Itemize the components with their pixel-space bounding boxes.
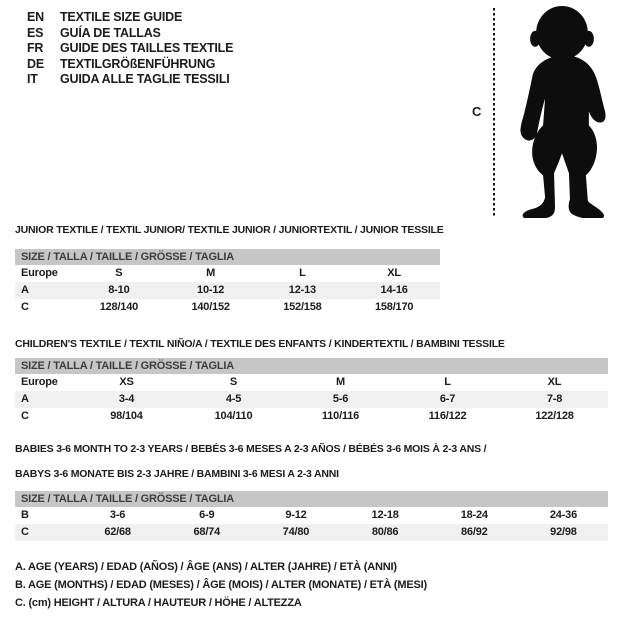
language-row-fr bbox=[27, 41, 233, 57]
height-cell: 122/128 bbox=[535, 410, 574, 422]
age-cell: 6-7 bbox=[439, 393, 456, 405]
size-cell: M bbox=[206, 267, 216, 279]
table-row-europe bbox=[15, 265, 440, 282]
height-cell: 158/170 bbox=[374, 301, 414, 313]
row-label: Europe bbox=[21, 267, 58, 279]
age-cell: 3-6 bbox=[109, 509, 126, 521]
size-cell: M bbox=[336, 376, 345, 388]
header bbox=[15, 0, 605, 218]
legend-notes bbox=[15, 558, 605, 612]
note-height-cm: C. (cm) HEIGHT / ALTURA / HAUTEUR / HÖHE / ALTEZZA bbox=[15, 597, 302, 609]
age-cell: 8-10 bbox=[108, 284, 130, 296]
age-cell: 18-24 bbox=[460, 509, 488, 521]
section-children-textile bbox=[15, 337, 605, 425]
note-age-months: B. AGE (MONTHS) / EDAD (MESES) / ÂGE (MOIS) / ALTER (MONATE) / ETÀ (MESI) bbox=[15, 579, 427, 591]
size-cell: XS bbox=[119, 376, 134, 388]
age-cell: 9-12 bbox=[285, 509, 307, 521]
size-cell: XL bbox=[387, 267, 401, 279]
language-code: DE bbox=[27, 56, 44, 71]
size-cell: S bbox=[115, 267, 123, 279]
table-row-age-months bbox=[15, 507, 608, 524]
language-code: FR bbox=[27, 41, 44, 55]
language-code: ES bbox=[27, 25, 44, 40]
age-cell: 14-16 bbox=[380, 284, 408, 296]
height-cell: 104/110 bbox=[214, 410, 253, 422]
language-code: IT bbox=[27, 72, 38, 86]
size-header-bar: SIZE / TALLA / TAILLE / GRÖSSE / TAGLIA bbox=[15, 491, 608, 507]
language-row-de bbox=[27, 57, 233, 73]
size-header-bar: SIZE / TALLA / TAILLE / GRÖSSE / TAGLIA bbox=[15, 249, 440, 265]
row-label: A bbox=[21, 393, 29, 405]
age-cell: 7-8 bbox=[546, 393, 563, 405]
row-label: C bbox=[21, 410, 29, 422]
table-row-age bbox=[15, 391, 608, 408]
height-cell: 152/158 bbox=[283, 301, 322, 313]
size-header-bar: SIZE / TALLA / TAILLE / GRÖSSE / TAGLIA bbox=[15, 358, 608, 374]
height-cell: 92/98 bbox=[550, 526, 577, 538]
section-title: JUNIOR TEXTILE / TEXTIL JUNIOR/ TEXTILE JUNIOR / JUNIORTEXTIL / JUNIOR TESSILE bbox=[15, 224, 444, 236]
children-size-table bbox=[15, 358, 608, 425]
height-cell: 140/152 bbox=[191, 301, 230, 313]
age-cell: 10-12 bbox=[197, 284, 225, 296]
height-cell: 110/116 bbox=[321, 410, 360, 422]
table-row-europe bbox=[15, 374, 608, 391]
age-cell: 4-5 bbox=[225, 393, 242, 405]
size-cell: L bbox=[299, 267, 306, 279]
babies-size-table bbox=[15, 491, 608, 541]
age-cell: 12-18 bbox=[371, 509, 399, 521]
language-row-es bbox=[27, 26, 233, 42]
language-title: TEXTILE SIZE GUIDE bbox=[60, 10, 183, 24]
size-cell: L bbox=[444, 376, 451, 388]
section-title: CHILDREN'S TEXTILE / TEXTIL NIÑO/A / TEXTILE DES ENFANTS / KINDERTEXTIL / BAMBINI TESSILE bbox=[15, 338, 505, 350]
note-age-years: A. AGE (YEARS) / EDAD (AÑOS) / ÂGE (ANS) / ALTER (JAHRE) / ETÀ (ANNI) bbox=[15, 561, 397, 573]
language-title: GUIDE DES TAILLES TEXTILE bbox=[60, 41, 234, 55]
row-label: A bbox=[21, 284, 29, 296]
section-title-line-2: BABYS 3-6 MONATE BIS 2-3 JAHRE / BAMBINI 3-6 MESI A 2-3 ANNI bbox=[15, 468, 339, 480]
table-row-height bbox=[15, 299, 440, 316]
row-label: C bbox=[21, 526, 29, 538]
age-cell: 12-13 bbox=[288, 284, 316, 296]
junior-size-table bbox=[15, 249, 440, 316]
size-cell: S bbox=[229, 376, 238, 388]
height-measure-dashed-line bbox=[493, 8, 495, 216]
language-title-list bbox=[27, 10, 233, 88]
height-cell: 62/68 bbox=[104, 526, 131, 538]
language-title: GUÍA DE TALLAS bbox=[60, 25, 161, 40]
table-row-height bbox=[15, 524, 608, 541]
section-title-line-1: BABIES 3-6 MONTH TO 2-3 YEARS / BEBÉS 3-6 MESES A 2-3 AÑOS / BÉBÉS 3-6 MOIS À 2-3 ANS / bbox=[15, 443, 487, 455]
height-cell: 116/122 bbox=[428, 410, 467, 422]
language-title: TEXTILGRÖßENFÜHRUNG bbox=[60, 56, 216, 71]
age-cell: 6-9 bbox=[199, 509, 215, 521]
language-row-en bbox=[27, 10, 233, 26]
size-cell: XL bbox=[547, 376, 562, 388]
measure-c-label: C bbox=[472, 104, 482, 119]
language-title: GUIDA ALLE TAGLIE TESSILI bbox=[60, 72, 230, 86]
age-cell: 3-4 bbox=[118, 393, 135, 405]
language-row-it bbox=[27, 72, 233, 88]
height-cell: 86/92 bbox=[461, 526, 488, 538]
row-label: C bbox=[21, 301, 29, 313]
height-cell: 68/74 bbox=[193, 526, 221, 538]
row-label: Europe bbox=[21, 376, 58, 388]
height-cell: 98/104 bbox=[110, 410, 143, 422]
height-cell: 80/86 bbox=[371, 526, 399, 538]
language-code: EN bbox=[27, 10, 44, 24]
age-cell: 5-6 bbox=[332, 393, 349, 405]
table-row-age bbox=[15, 282, 440, 299]
row-label: B bbox=[21, 509, 29, 521]
height-cell: 128/140 bbox=[99, 301, 139, 313]
section-junior-textile bbox=[15, 223, 605, 316]
toddler-silhouette-icon bbox=[504, 4, 616, 218]
section-babies-textile bbox=[15, 441, 605, 541]
height-measure-figure bbox=[460, 2, 620, 218]
height-cell: 74/80 bbox=[282, 526, 310, 538]
table-row-height bbox=[15, 408, 608, 425]
age-cell: 24-36 bbox=[549, 509, 578, 521]
